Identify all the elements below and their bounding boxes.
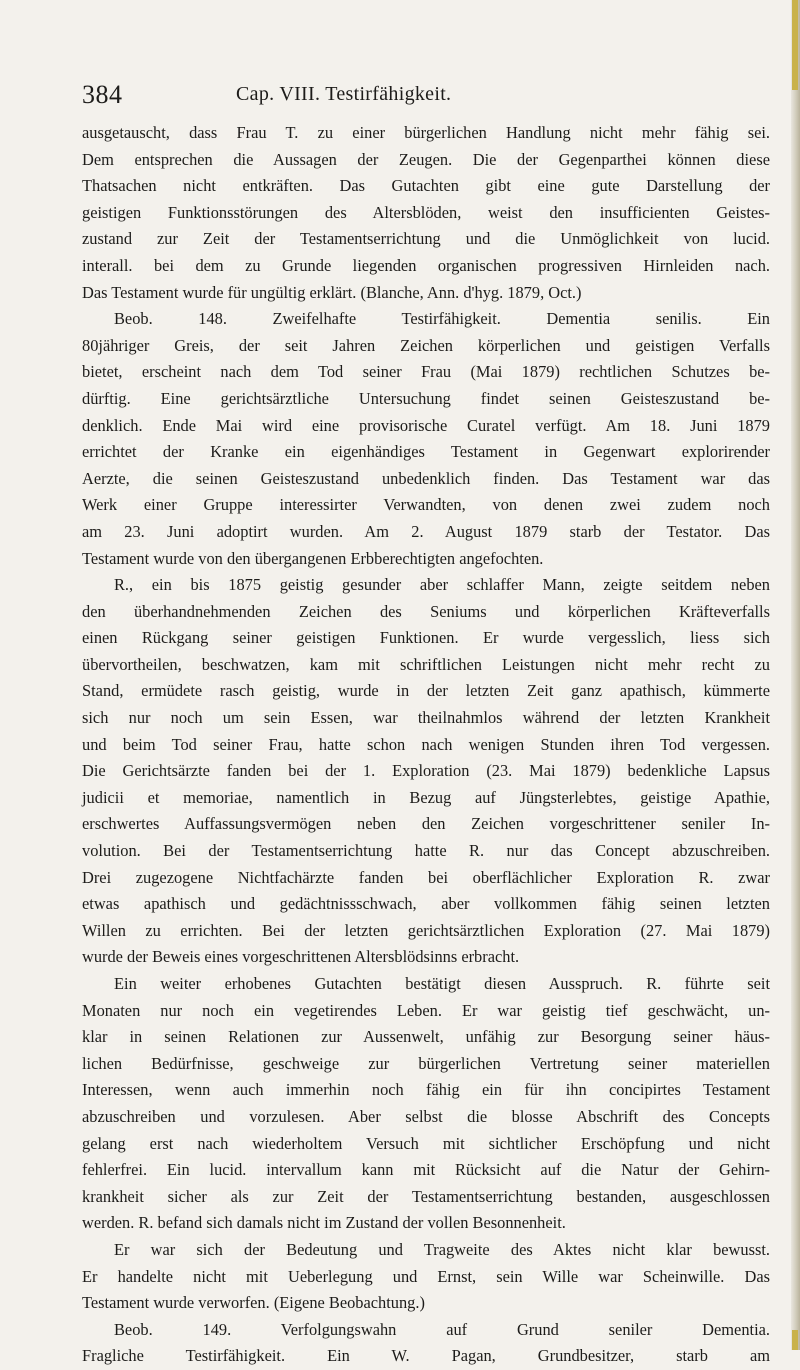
text-line: einen Rückgang seiner geistigen Funktionen. Er wurde vergesslich, liess sich	[82, 628, 770, 648]
text-line: Dem entsprechen die Aussagen der Zeugen. Die der Gegenparthei können diese	[82, 149, 770, 169]
text-line: denklich. Ende Mai wird eine provisorische Curatel verfügt. Am 18. Juni 1879	[82, 415, 770, 435]
text-line: gelang erst nach wiederholtem Versuch mit sichtlicher Erschöpfung und nicht	[82, 1133, 770, 1153]
text-line: Ein weiter erhobenes Gutachten bestätigt diesen Ausspruch. R. führte seit	[114, 974, 770, 993]
text-line: geistigen Funktionsstörungen des Altersblöden, weist den insufficienten Geistes-	[82, 202, 770, 222]
text-line: Interessen, wenn auch immerhin noch fähig ein für ihn concipirtes Testament	[82, 1080, 770, 1100]
text-line: Beob. 148. Zweifelhafte Testirfähigkeit. Dementia senilis. Ein	[114, 309, 770, 329]
text-line: klar in seinen Relationen zur Aussenwelt, unfähig zur Besorgung seiner häus-	[82, 1027, 770, 1047]
text-line: ausgetauscht, dass Frau T. zu einer bürgerlichen Handlung nicht mehr fähig sei.	[82, 123, 770, 142]
text-line: lichen Bedürfnisse, geschweige zur bürgerlichen Vertretung seiner materiellen	[82, 1053, 770, 1073]
text-line: sich nur noch um sein Essen, war theilnahmlos während der letzten Krankheit	[82, 708, 770, 728]
text-line: zustand zur Zeit der Testamentserrichtung und die Unmöglichkeit von lucid.	[82, 229, 770, 249]
text-line: dürftig. Eine gerichtsärztliche Untersuchung findet seinen Geisteszustand be-	[82, 388, 770, 408]
text-line: interall. bei dem zu Grunde liegenden organischen progressiven Hirnleiden nach.	[82, 255, 770, 275]
text-line: abzuschreiben und vorzulesen. Aber selbst die blosse Abschrift des Concepts	[82, 1106, 770, 1126]
text-line: Fragliche Testirfähigkeit. Ein W. Pagan, Grundbesitzer, starb am	[82, 1346, 770, 1366]
text-line: wurde der Beweis eines vorgeschrittenen Altersblödsinns erbracht.	[82, 947, 520, 967]
text-line: den überhandnehmenden Zeichen des Seniums und körperlichen Kräfteverfalls	[82, 601, 770, 621]
running-head: Cap. VIII. Testirfähigkeit.	[236, 83, 452, 105]
text-line: Monaten nur noch ein vegetirendes Leben. Er war geistig tief geschwächt, un-	[82, 1000, 770, 1020]
text-line: Werk einer Gruppe interessirter Verwandten, von denen zwei zudem noch	[82, 495, 770, 515]
text-line: krankheit sicher als zur Zeit der Testamentserrichtung bestanden, ausgeschlossen	[82, 1186, 770, 1206]
text-line: Thatsachen nicht entkräften. Das Gutachten gibt eine gute Darstellung der	[82, 176, 770, 196]
text-line: und beim Tod seiner Frau, hatte schon nach wenigen Stunden ihren Tod vergessen.	[82, 734, 770, 754]
text-line: Stand, ermüdete rasch geistig, wurde in der letzten Zeit ganz apathisch, kümmerte	[82, 681, 770, 701]
text-line: Er handelte nicht mit Ueberlegung und Ernst, sein Wille war Scheinwille. Das	[82, 1266, 770, 1286]
text-line: volution. Bei der Testamentserrichtung hatte R. nur das Concept abzuschreiben.	[82, 841, 770, 861]
text-line: fehlerfrei. Ein lucid. intervallum kann mit Rücksicht auf die Natur der Gehirn-	[82, 1160, 770, 1180]
edge-tab-marker	[792, 0, 798, 90]
text-line: 80jähriger Greis, der seit Jahren Zeichen körperlichen und geistigen Verfalls	[82, 335, 770, 355]
text-line: erschwertes Auffassungsvermögen neben den Zeichen vorgeschrittener seniler In-	[82, 814, 770, 834]
edge-tab-marker	[792, 1330, 798, 1350]
text-line: R., ein bis 1875 geistig gesunder aber schlaffer Mann, zeigte seitdem neben	[114, 575, 770, 595]
text-line: Das Testament wurde für ungültig erklärt. (Blanche, Ann. d'hyg. 1879, Oct.)	[82, 282, 582, 302]
text-line: Beob. 149. Verfolgungswahn auf Grund seniler Dementia.	[114, 1319, 770, 1339]
text-line: Aerzte, die seinen Geisteszustand unbedenklich finden. Das Testament war das	[82, 468, 770, 488]
page-number: 384	[82, 80, 123, 109]
page-header	[82, 80, 772, 114]
text-line: etwas apathisch und gedächtnissschwach, aber vollkommen fähig seinen letzten	[82, 894, 770, 914]
text-line: übervortheilen, beschwatzen, kam mit schriftlichen Leistungen nicht mehr recht zu	[82, 654, 770, 674]
text-line: Die Gerichtsärzte fanden bei der 1. Exploration (23. Mai 1879) bedenkliche Lapsus	[82, 761, 770, 781]
text-line: Willen zu errichten. Bei der letzten gerichtsärztlichen Exploration (27. Mai 1879)	[82, 920, 770, 940]
text-line: bietet, erscheint nach dem Tod seiner Frau (Mai 1879) rechtlichen Schutzes be-	[82, 362, 770, 382]
text-line: judicii et memoriae, namentlich in Bezug auf Jüngsterlebtes, geistige Apathie,	[82, 787, 770, 807]
text-line: Testament wurde von den übergangenen Erbberechtigten angefochten.	[82, 548, 544, 568]
page-edge	[791, 0, 800, 1350]
text-line: errichtet der Kranke ein eigenhändiges Testament in Gegenwart explorirender	[82, 442, 770, 462]
text-line: am 23. Juni adoptirt wurden. Am 2. August 1879 starb der Testator. Das	[82, 521, 770, 541]
text-line: Testament wurde verworfen. (Eigene Beobachtung.)	[82, 1293, 425, 1313]
text-line: Drei zugezogene Nichtfachärzte fanden bei oberflächlicher Exploration R. zwar	[82, 867, 770, 887]
body-text	[82, 120, 770, 1370]
text-line: Er war sich der Bedeutung und Tragweite des Aktes nicht klar bewusst.	[114, 1239, 770, 1259]
text-line: werden. R. befand sich damals nicht im Zustand der vollen Besonnenheit.	[82, 1213, 566, 1233]
